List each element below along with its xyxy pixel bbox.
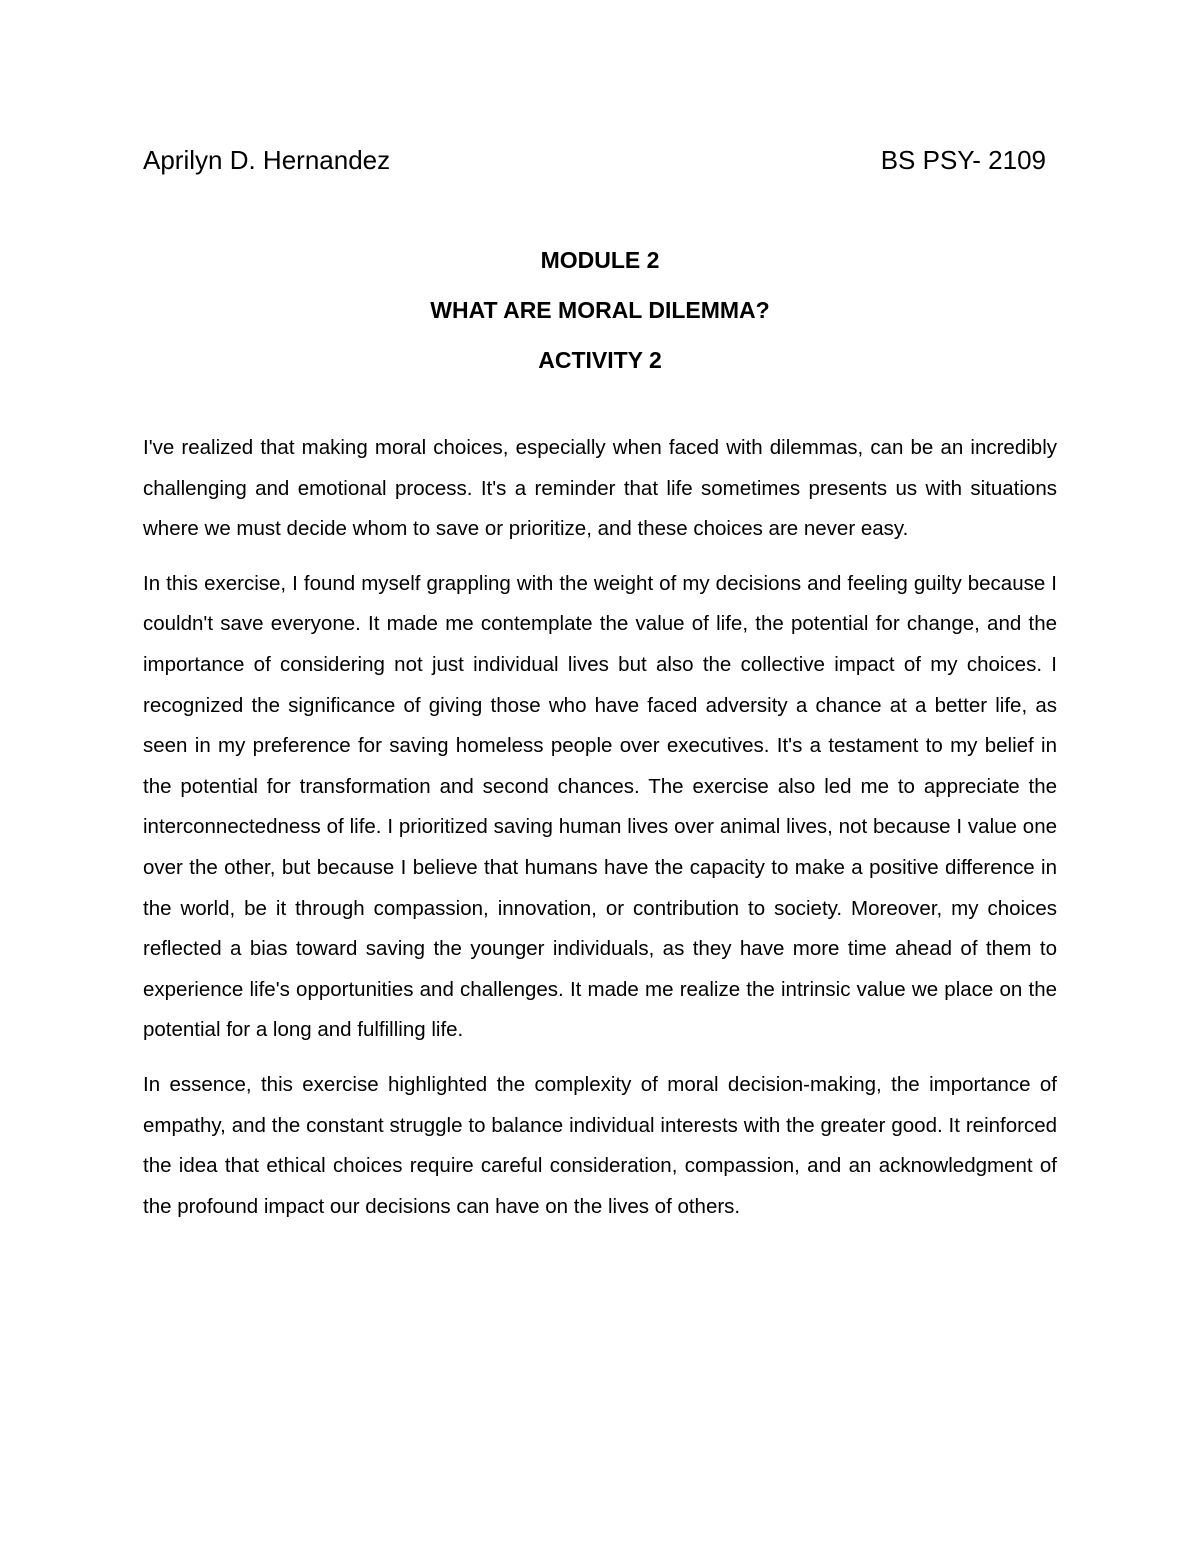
paragraph-2: In this exercise, I found myself grappling with the weight of my decisions and feeling guilty because I couldn't save everyone. It made me contemplate the value of life, the potential for change, and the importance of considering not just individual lives but also the collective impact of my choices. I recognized the significance of giving those who have faced adversity a chance at a better life, as seen in my preference for saving homeless people over executives. It's a testament to my belief in the potential for transformation and second chances. The exercise also led me to appreciate the interconnectedness of life. I prioritized saving human lives over animal lives, not because I value one over the other, but because I believe that humans have the capacity to make a positive difference in the world, be it through compassion, innovation, or contribution to society. Moreover, my choices reflected a bias toward saving the younger individuals, as they have more time ahead of them to experience life's opportunities and challenges. It made me realize the intrinsic value we place on the potential for a long and fulfilling life.: [143, 571, 1057, 1042]
document-titles: [143, 238, 1057, 388]
paragraph-1: I've realized that making moral choices, especially when faced with dilemmas, can be an incredibly challenging and emotional process. It's a reminder that life sometimes presents us with situations where we must decide whom to save or prioritize, and these choices are never easy.: [143, 436, 1057, 541]
document-header: [143, 140, 1046, 180]
section-code: BS PSY- 2109: [880, 145, 1046, 175]
document-body: [143, 428, 1057, 1241]
paragraph-3: In essence, this exercise highlighted the complexity of moral decision-making, the importance of empathy, and the constant struggle to balance individual interests with the greater good. It reinforced the idea that ethical choices require careful consideration, compassion, and an acknowledgment of the profound impact our decisions can have on the lives of others.: [143, 1072, 1057, 1218]
module-title: MODULE 2: [540, 247, 660, 273]
activity-title: ACTIVITY 2: [538, 347, 662, 373]
topic-title: WHAT ARE MORAL DILEMMA?: [430, 297, 770, 323]
student-name: Aprilyn D. Hernandez: [143, 145, 391, 175]
